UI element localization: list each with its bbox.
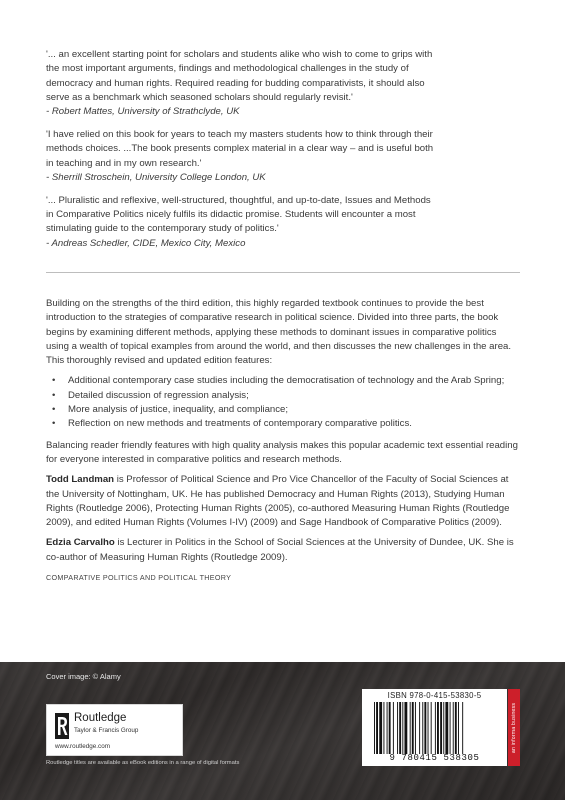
isbn-text: ISBN 978-0-415-53830-5 bbox=[387, 691, 482, 700]
barcode-number: 9 780415 538305 bbox=[389, 753, 480, 763]
quote-line: in teaching and in my own research.' bbox=[46, 157, 202, 169]
author-bio-carvalho bbox=[46, 536, 522, 565]
quote-line: democracy and human rights. Required reading for budding comparativists, it should also bbox=[46, 77, 425, 89]
endorsement-schedler bbox=[46, 194, 516, 251]
series-name: COMPARATIVE POLITICS AND POLITICAL THEORY bbox=[46, 573, 232, 583]
informa-tag bbox=[508, 689, 520, 766]
ebook-footnote: Routledge titles are available as eBook editions in a range of digital formats bbox=[46, 760, 240, 766]
author-bio-text: is Professor of Political Science and Pro Vice Chancellor of the Faculty of Social Sciences at the University of Nottingham, UK. He has published Democracy and Human Rights (2013), Studying Human Rights (Routledge 2006), Protecting Human Rights (2005), co-authored Measuring Human Rights (Routledge 2009), and edited Human Rights (Volumes I-IV) (2009) and Sage Handbook of Comparative Politics (2009). bbox=[46, 474, 510, 529]
barcode-panel bbox=[362, 689, 507, 766]
quote-line: '... Pluralistic and reflexive, well-structured, thoughtful, and up-to-date, Issues and Methods bbox=[46, 194, 431, 206]
endorsements bbox=[46, 48, 516, 259]
description-closing: Balancing reader friendly features with high quality analysis makes this popular academic text essential reading for everyone interested in comparative politics and research methods. bbox=[46, 439, 518, 465]
bullet-icon: • bbox=[52, 389, 56, 401]
feature-text: Reflection on new methods and treatments of contemporary comparative politics. bbox=[68, 418, 412, 430]
feature-list bbox=[46, 374, 522, 431]
bullet-icon: • bbox=[52, 418, 56, 430]
feature-text: Additional contemporary case studies including the democratisation of technology and the Arab Spring; bbox=[68, 375, 505, 387]
quote-attribution: - Andreas Schedler, CIDE, Mexico City, Mexico bbox=[46, 237, 246, 249]
author-name: Todd Landman bbox=[46, 474, 115, 486]
feature-item bbox=[46, 374, 522, 388]
quote-line: 'I have relied on this book for years to teach my masters students how to think through their bbox=[46, 128, 433, 140]
endorsement-stroschein bbox=[46, 128, 516, 185]
quote-line: stimulating guide to the contemporary study of politics.' bbox=[46, 223, 279, 235]
feature-text: More analysis of justice, inequality, and compliance; bbox=[68, 404, 289, 416]
barcode-icon bbox=[372, 702, 497, 754]
feature-item bbox=[46, 403, 522, 417]
feature-item bbox=[46, 417, 522, 431]
section-divider bbox=[46, 272, 520, 273]
quote-line: in Comparative Politics nicely fulfils its didactic promise. Students will encounter a most bbox=[46, 208, 416, 220]
publisher-logo-box bbox=[46, 704, 183, 756]
quote-attribution: - Robert Mattes, University of Strathclyde, UK bbox=[46, 106, 240, 118]
quote-line: '... an excellent starting point for scholars and students alike who wish to come to grips with bbox=[46, 49, 433, 60]
author-name: Edzia Carvalho bbox=[46, 537, 115, 549]
bullet-icon: • bbox=[52, 375, 56, 387]
quote-line: the most important arguments, findings and methodological challenges in the study of bbox=[46, 63, 409, 75]
quote-line: methods choices. ...The book presents complex material in a clear way – and is useful both bbox=[46, 143, 434, 155]
publisher-name: Routledge bbox=[74, 712, 127, 724]
publisher-group: Taylor & Francis Group bbox=[74, 727, 139, 734]
routledge-logo-icon bbox=[55, 713, 69, 739]
author-bio-text: is Lecturer in Politics in the School of Social Sciences at the University of Dundee, UK. She is co-author of Measuring Human Rights (Routledge 2009). bbox=[46, 537, 514, 563]
description-intro: Building on the strengths of the third edition, this highly regarded textbook continues to provide the best introduction to the strategies of comparative research in political science. Divided into three parts, the book begins by examining different methods, applying these methods to dominant issues in comparative politics using a wealth of topical examples from around the world, and then discusses the new challenges in the area. This thoroughly revised and updated edition features: bbox=[46, 298, 512, 367]
quote-attribution: - Sherrill Stroschein, University College London, UK bbox=[46, 171, 266, 183]
endorsement-mattes bbox=[46, 48, 516, 119]
author-bio-landman bbox=[46, 473, 522, 530]
bullet-icon: • bbox=[52, 404, 56, 416]
publisher-url: www.routledge.com bbox=[55, 743, 110, 750]
quote-line: serve as a benchmark which seasoned scholars should regularly revisit.' bbox=[46, 91, 353, 103]
cover-credit: Cover image: © Alamy bbox=[46, 672, 121, 681]
informa-text: an informa business bbox=[511, 702, 517, 753]
feature-text: Detailed discussion of regression analysis; bbox=[68, 389, 249, 401]
book-description bbox=[46, 297, 522, 585]
feature-item bbox=[46, 389, 522, 403]
